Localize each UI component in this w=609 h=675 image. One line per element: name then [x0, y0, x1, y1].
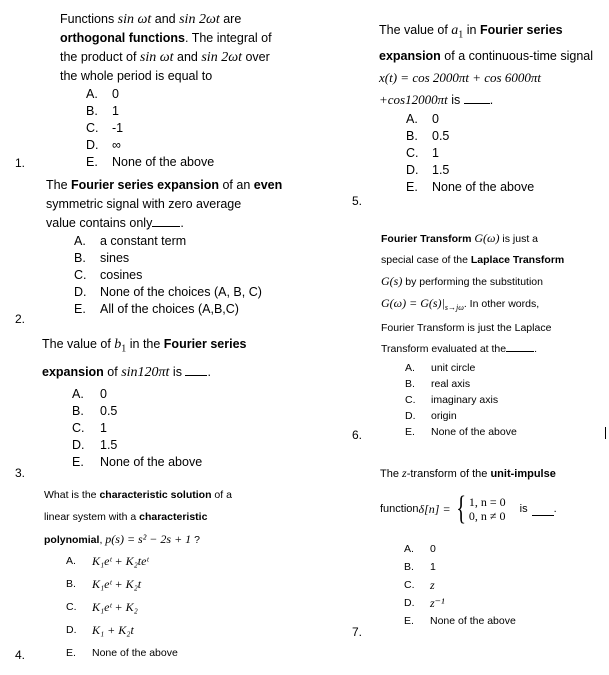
option-e[interactable]: E. None of the above	[404, 615, 516, 627]
question-stem: What is the characteristic solution of a linear system with a characteristic polynomial, p(s) = s² − 2s + 1 ?	[44, 489, 232, 546]
question-number: 2.	[15, 312, 26, 326]
question-3	[42, 333, 302, 471]
question-stem: The value of $b_1$ in the Fourier series expansion of sin120πt is .	[42, 337, 247, 380]
option-d[interactable]: D. z⁻¹	[404, 596, 445, 610]
option-b[interactable]: B. real axis	[405, 378, 471, 391]
option-b[interactable]: B. 1	[404, 561, 436, 573]
option-a[interactable]: A. 0	[404, 543, 436, 555]
option-c[interactable]: C. imaginary axis	[405, 394, 499, 407]
option-d[interactable]: D. 1.5	[406, 162, 450, 177]
question-stem: Fourier Transform G(ω) is just a special case of the Laplace Transform G(s) by performing the substitution $G(\omega) = G(s)|_{s\to j\omega}$. In other words, Fourier Transform is just the Laplace Transform evaluated at the .	[381, 231, 565, 356]
option-b[interactable]: B. 0.5	[406, 128, 450, 143]
option-e[interactable]: E. None of the above	[406, 179, 535, 194]
option-c[interactable]: C. -1	[86, 121, 124, 135]
text-cursor	[605, 427, 606, 439]
brace-symbol: {	[455, 490, 466, 527]
question-1	[60, 10, 300, 171]
option-d[interactable]: D. origin	[405, 410, 457, 423]
option-c[interactable]: C. 1	[406, 145, 439, 160]
option-a[interactable]: A. 0	[86, 87, 119, 101]
question-stem: Functions sin ωt and sin 2ωt are orthogonal functions. The integral of the product of sin ωt and sin 2ωt over the whole period is equal to	[60, 12, 272, 83]
option-c[interactable]: C. z	[404, 578, 435, 592]
option-b[interactable]: B. 1	[86, 104, 119, 118]
option-e[interactable]: E. None of the above	[72, 454, 203, 469]
question-number: 5.	[352, 194, 363, 208]
option-b[interactable]: B. sines	[74, 251, 130, 265]
answer-blank	[506, 339, 534, 352]
option-e[interactable]: E. None of the above	[86, 155, 215, 169]
option-b[interactable]: B. K₁eᵗ + K₂t	[66, 577, 142, 591]
answer-blank	[532, 503, 554, 516]
option-d[interactable]: D. 1.5	[72, 437, 118, 452]
option-c[interactable]: C. 1	[72, 420, 107, 435]
question-number: 4.	[15, 648, 26, 662]
option-a[interactable]: A. K₁eᵗ + K₂teᵗ	[66, 554, 149, 568]
option-d[interactable]: D. ∞	[86, 138, 121, 152]
question-4	[44, 484, 304, 668]
question-6	[381, 228, 606, 440]
question-7	[380, 462, 605, 631]
impulse-definition: function δ[n] = { 1, n = 0 0, n ≠ 0 is .	[380, 490, 557, 527]
option-a[interactable]: A. a constant term	[74, 234, 187, 248]
option-c[interactable]: C. K₁eᵗ + K₂	[66, 600, 138, 614]
question-number: 6.	[352, 428, 363, 442]
option-e[interactable]: E. All of the choices (A,B,C)	[74, 302, 239, 316]
option-a[interactable]: A. 0	[72, 386, 107, 401]
option-a[interactable]: A. unit circle	[405, 362, 476, 375]
question-2	[46, 176, 306, 318]
question-number: 7.	[352, 625, 363, 639]
option-b[interactable]: B. 0.5	[72, 403, 118, 418]
option-d[interactable]: D. K₁ + K₂t	[66, 623, 134, 637]
option-d[interactable]: D. None of the choices (A, B, C)	[74, 285, 262, 299]
question-stem: The Fourier series expansion of an even symmetric signal with zero average value contains only .	[46, 178, 283, 230]
option-a[interactable]: A. 0	[406, 111, 439, 126]
question-5	[379, 20, 604, 196]
piecewise-cases: 1, n = 0 0, n ≠ 0	[468, 495, 506, 523]
answer-blank	[185, 363, 207, 376]
answer-blank	[152, 214, 180, 227]
question-number: 1.	[15, 156, 26, 170]
option-e[interactable]: E. None of the above	[66, 647, 178, 659]
answer-blank	[464, 91, 490, 104]
question-number: 3.	[15, 466, 26, 480]
question-stem: The z-transform of the unit-impulse	[380, 466, 556, 480]
option-c[interactable]: C. cosines	[74, 268, 143, 282]
question-stem: The value of $a_1$ in Fourier series expansion of a continuous-time signal x(t) = cos 2000πt + cos 6000πt +cos12000πt is .	[379, 23, 593, 107]
option-e[interactable]: E. None of the above	[405, 426, 517, 439]
